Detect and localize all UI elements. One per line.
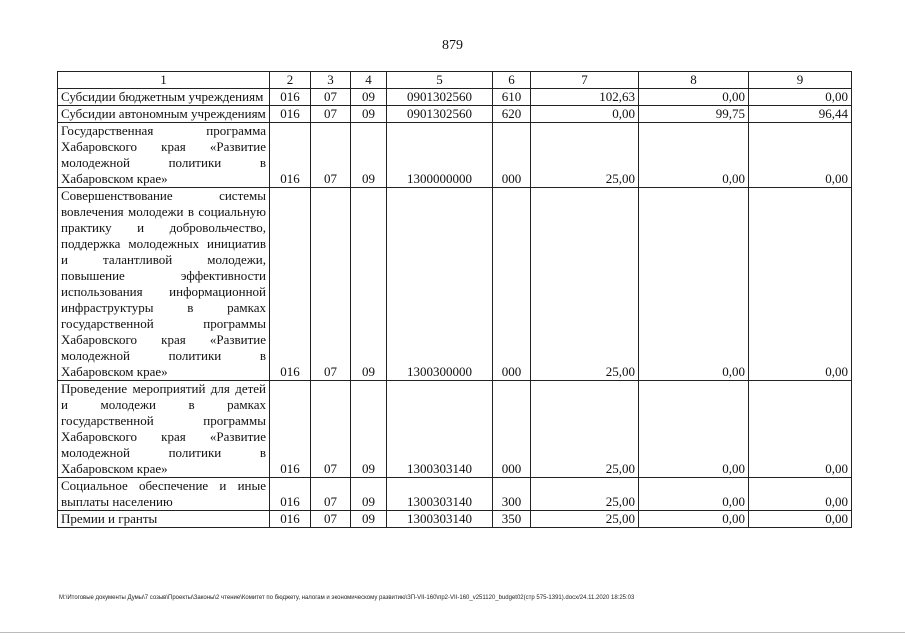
cell-amount-3: 0,00 bbox=[749, 89, 852, 106]
budget-table bbox=[57, 71, 852, 528]
cell-section: 07 bbox=[311, 106, 351, 123]
cell-expense-type: 620 bbox=[493, 106, 531, 123]
table-row bbox=[58, 381, 852, 478]
cell-target-article: 0901302560 bbox=[387, 89, 493, 106]
cell-section: 07 bbox=[311, 511, 351, 528]
cell-amount-3: 0,00 bbox=[749, 381, 852, 478]
header-col-8: 8 bbox=[639, 72, 749, 89]
cell-subsection: 09 bbox=[351, 381, 387, 478]
cell-amount-2: 0,00 bbox=[639, 188, 749, 381]
cell-amount-1: 25,00 bbox=[531, 478, 639, 511]
cell-amount-3: 96,44 bbox=[749, 106, 852, 123]
row-name: Совершенствование системы вовлечения молодежи в социальную практику и добровольчество, поддержка молодежных инициатив и талантливой молодежи, повышение эффективности использования информационной инфраструктуры в рамках государственной программы Хабаровского края «Развитие молодежной политики в Хабаровском крае» bbox=[58, 188, 270, 381]
cell-amount-2: 99,75 bbox=[639, 106, 749, 123]
cell-ministry-code: 016 bbox=[270, 381, 311, 478]
header-row bbox=[58, 72, 852, 89]
header-col-1: 1 bbox=[58, 72, 270, 89]
header-col-4: 4 bbox=[351, 72, 387, 89]
cell-amount-3: 0,00 bbox=[749, 188, 852, 381]
cell-section: 07 bbox=[311, 123, 351, 188]
row-name: Премии и гранты bbox=[58, 511, 270, 528]
row-name: Субсидии автономным учреждениям bbox=[58, 106, 270, 123]
cell-section: 07 bbox=[311, 478, 351, 511]
cell-amount-3: 0,00 bbox=[749, 478, 852, 511]
header-col-6: 6 bbox=[493, 72, 531, 89]
cell-expense-type: 000 bbox=[493, 188, 531, 381]
cell-amount-2: 0,00 bbox=[639, 511, 749, 528]
table-row bbox=[58, 511, 852, 528]
cell-ministry-code: 016 bbox=[270, 188, 311, 381]
cell-subsection: 09 bbox=[351, 106, 387, 123]
cell-expense-type: 610 bbox=[493, 89, 531, 106]
cell-section: 07 bbox=[311, 89, 351, 106]
cell-ministry-code: 016 bbox=[270, 511, 311, 528]
row-name: Социальное обеспечение и иные выплаты населению bbox=[58, 478, 270, 511]
cell-expense-type: 350 bbox=[493, 511, 531, 528]
header-col-9: 9 bbox=[749, 72, 852, 89]
document-path-footer: M:\Итоговые документы Думы\7 созыв\Проекты\Законы\2 чтение\Комитет по бюджету, налогам и экономическому развитию\ЗП-VII-160\пр2-VII-160_v251120_budget02(стр 575-1391).docx/24.11.2020 18:25:03 bbox=[59, 595, 635, 601]
cell-subsection: 09 bbox=[351, 478, 387, 511]
cell-amount-2: 0,00 bbox=[639, 123, 749, 188]
table-row bbox=[58, 188, 852, 381]
cell-target-article: 1300300000 bbox=[387, 188, 493, 381]
row-name: Субсидии бюджетным учреждениям bbox=[58, 89, 270, 106]
table-row bbox=[58, 89, 852, 106]
cell-amount-2: 0,00 bbox=[639, 89, 749, 106]
cell-amount-2: 0,00 bbox=[639, 478, 749, 511]
cell-subsection: 09 bbox=[351, 89, 387, 106]
cell-amount-3: 0,00 bbox=[749, 123, 852, 188]
row-name: Проведение мероприятий для детей и молодежи в рамках государственной программы Хабаровского края «Развитие молодежной политики в Хабаровском крае» bbox=[58, 381, 270, 478]
page-bottom-divider bbox=[0, 632, 905, 633]
cell-amount-1: 25,00 bbox=[531, 511, 639, 528]
cell-target-article: 1300000000 bbox=[387, 123, 493, 188]
cell-amount-1: 25,00 bbox=[531, 188, 639, 381]
cell-amount-3: 0,00 bbox=[749, 511, 852, 528]
cell-amount-1: 25,00 bbox=[531, 123, 639, 188]
header-col-5: 5 bbox=[387, 72, 493, 89]
cell-ministry-code: 016 bbox=[270, 123, 311, 188]
cell-amount-1: 0,00 bbox=[531, 106, 639, 123]
cell-expense-type: 300 bbox=[493, 478, 531, 511]
page-number: 879 bbox=[442, 38, 463, 53]
cell-amount-2: 0,00 bbox=[639, 381, 749, 478]
cell-target-article: 1300303140 bbox=[387, 478, 493, 511]
cell-section: 07 bbox=[311, 188, 351, 381]
cell-target-article: 0901302560 bbox=[387, 106, 493, 123]
header-col-7: 7 bbox=[531, 72, 639, 89]
cell-expense-type: 000 bbox=[493, 123, 531, 188]
cell-amount-1: 102,63 bbox=[531, 89, 639, 106]
cell-expense-type: 000 bbox=[493, 381, 531, 478]
cell-subsection: 09 bbox=[351, 511, 387, 528]
header-col-2: 2 bbox=[270, 72, 311, 89]
table-row bbox=[58, 123, 852, 188]
cell-subsection: 09 bbox=[351, 123, 387, 188]
row-name: Государственная программа Хабаровского края «Развитие молодежной политики в Хабаровском крае» bbox=[58, 123, 270, 188]
header-col-3: 3 bbox=[311, 72, 351, 89]
cell-subsection: 09 bbox=[351, 188, 387, 381]
cell-ministry-code: 016 bbox=[270, 478, 311, 511]
cell-ministry-code: 016 bbox=[270, 106, 311, 123]
table-row bbox=[58, 478, 852, 511]
cell-target-article: 1300303140 bbox=[387, 511, 493, 528]
cell-amount-1: 25,00 bbox=[531, 381, 639, 478]
table-row bbox=[58, 106, 852, 123]
cell-target-article: 1300303140 bbox=[387, 381, 493, 478]
cell-section: 07 bbox=[311, 381, 351, 478]
cell-ministry-code: 016 bbox=[270, 89, 311, 106]
